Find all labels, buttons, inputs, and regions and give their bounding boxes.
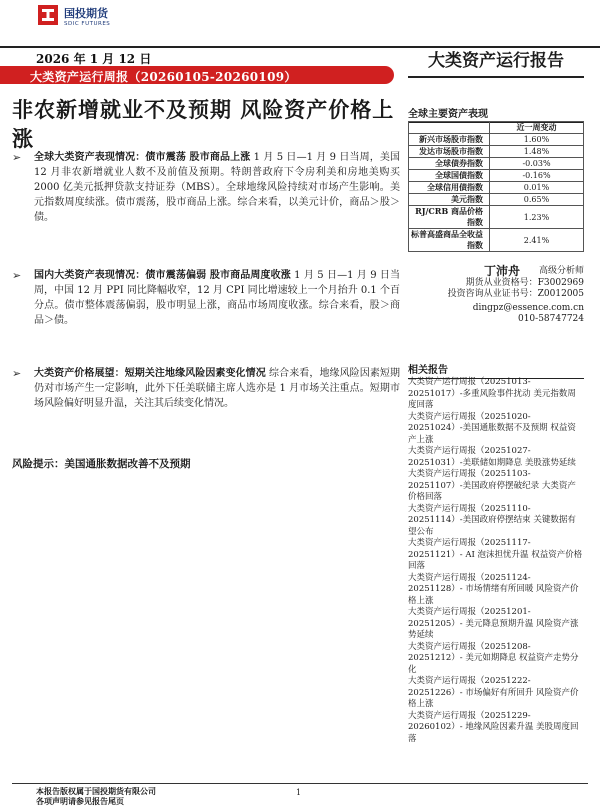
asset-change: 2.41% xyxy=(490,229,584,252)
asset-name: 新兴市场股市指数 xyxy=(409,134,490,146)
logo-cn-text: 国投期货 xyxy=(64,7,108,20)
footer-rule xyxy=(12,783,588,784)
asset-change: 0.01% xyxy=(490,182,584,194)
bullet-arrow-icon: ➢ xyxy=(12,367,22,380)
asset-name: 美元指数 xyxy=(409,194,490,206)
bullet-domestic xyxy=(12,268,400,328)
page-number: 1 xyxy=(296,788,302,797)
analyst-email[interactable]: dingpz@essence.com.cn xyxy=(472,302,584,313)
related-report-item[interactable]: 大类资产运行周报（20251027-20251031）-美联储如期降息 美股涨势延续 xyxy=(408,446,576,468)
table-row xyxy=(409,182,584,194)
related-report-item[interactable]: 大类资产运行周报（20251208-20251212）- 美元如期降息 权益资产走势分化 xyxy=(408,641,579,675)
table-row xyxy=(409,158,584,170)
related-report-item[interactable]: 大类资产运行周报（20251020-20251024）-美国通胀数据不及预期 权益资产上涨 xyxy=(408,411,576,445)
table-row xyxy=(409,229,584,252)
bullet-lead: 国内大类资产表现情况：债市震荡偏弱 股市商品周度收涨 xyxy=(34,270,291,281)
footer-notice xyxy=(36,786,156,806)
table-row xyxy=(409,170,584,182)
report-subtitle: 大类资产运行周报（20260105-20260109） xyxy=(30,70,297,84)
related-report-item[interactable]: 大类资产运行周报（20251229-20260102）- 地缘风险因素升温 美股周度回落 xyxy=(408,710,579,744)
footer-disclaimer: 各项声明请参见报告尾页 xyxy=(36,796,124,806)
bullet-outlook xyxy=(12,366,400,411)
asset-name: 全球债券指数 xyxy=(409,158,490,170)
table-row xyxy=(409,146,584,158)
bullet-arrow-icon: ➢ xyxy=(12,151,22,164)
asset-change: 1.23% xyxy=(490,206,584,229)
related-report-item[interactable]: 大类资产运行周报（20251103-20251107）-美国政府停摆破纪录 大类资产价格回落 xyxy=(408,469,576,502)
related-report-item[interactable]: 大类资产运行周报（20251117-20251121）- AI 泡沫担忧升温 权益资产价格回落 xyxy=(408,538,583,571)
asset-name: 标普高盛商品全收益指数 xyxy=(409,229,490,252)
table-row xyxy=(409,134,584,146)
related-report-item[interactable]: 大类资产运行周报（20251124-20251128）- 市场情绪有所回暖 风险资产价格上涨 xyxy=(408,572,579,606)
report-date: 2026 年 1 月 12 日 xyxy=(36,52,152,66)
table-header-row xyxy=(409,122,584,134)
analyst-phone: 010-58747724 xyxy=(517,314,584,324)
bullet-arrow-icon: ➢ xyxy=(12,269,22,282)
perf-table-title: 全球主要资产表现 xyxy=(408,105,584,123)
asset-name: 发达市场股市指数 xyxy=(409,146,490,158)
asset-change: -0.16% xyxy=(490,170,584,182)
asset-change: 0.65% xyxy=(490,194,584,206)
bullet-text: 1 月 5 日—1 月 9 日当周，中国 12 月 PPI 同比降幅收窄，12 月 CPI 同比增速较上一个月抬升 0.1 个百分点。债市整体震荡偏弱，股市明显上涨，商品市场周度收涨。综合来看，股＞商品＞债。 xyxy=(34,270,401,326)
asset-name: 全球信用债指数 xyxy=(409,182,490,194)
table-row xyxy=(409,206,584,229)
cert2-number: Z0012005 xyxy=(537,289,584,299)
analyst-name: 丁沛舟 xyxy=(484,264,521,278)
footer-copyright: 本报告版权属于国投期货有限公司 xyxy=(36,786,156,796)
asset-change: 1.48% xyxy=(490,146,584,158)
bullet-lead: 大类资产价格展望：短期关注地缘风险因素变化情况 xyxy=(34,368,266,379)
related-reports-title: 相关报告 xyxy=(408,361,584,379)
related-report-item[interactable]: 大类资产运行周报（20251201-20251205）- 美元降息预期升温 风险资产涨势延续 xyxy=(408,607,579,640)
table-cell xyxy=(409,122,490,134)
table-header-cell: 近一周变动 xyxy=(490,122,584,134)
related-report-item[interactable]: 大类资产运行周报（20251222-20251226）- 市场偏好有所回升 风险资产价格上涨 xyxy=(408,676,579,709)
asset-name: 全球国债指数 xyxy=(409,170,490,182)
logo-en-text: SDIC FUTURES xyxy=(64,21,111,27)
perf-table xyxy=(408,121,584,252)
related-report-item[interactable]: 大类资产运行周报（20251110-20251114）-美国政府停摆结束 关键数据有望公布 xyxy=(408,503,576,537)
report-title: 非农新增就业不及预期 风险资产价格上涨 xyxy=(12,97,395,151)
analyst-role: 高级分析师 xyxy=(538,266,584,276)
asset-change: -0.03% xyxy=(490,158,584,170)
related-report-item[interactable]: 大类资产运行周报（20251013-20251017）-多重风险事件扰动 美元指数周度回落 xyxy=(408,377,576,410)
risk-warning: 风险提示：美国通胀数据改善不及预期 xyxy=(12,458,191,470)
analyst-info xyxy=(408,266,584,326)
bullet-text: 综合来看，地缘风险因素短期仍对市场产生一定影响，此外下任美联储主席人选亦是 1 月市场关注重点。短期市场风险偏好明显升温，关注其后续变化情况。 xyxy=(34,368,400,409)
bullet-global xyxy=(12,150,400,225)
cert2-label: 投资咨询从业证书号： xyxy=(447,289,538,299)
cert1-label: 期货从业资格号： xyxy=(465,277,538,288)
asset-change: 1.60% xyxy=(490,134,584,146)
asset-name: RJ/CRB 商品价格指数 xyxy=(409,206,490,229)
bullet-lead: 全球大类资产表现情况：债市震荡 股市商品上涨 xyxy=(34,152,251,163)
report-type: 大类资产运行报告 xyxy=(408,48,584,78)
table-row xyxy=(409,194,584,206)
company-logo xyxy=(38,5,164,27)
bullet-text: 1 月 5 日—1 月 9 日当周，美国 12 月非农新增就业人数不及前值及预期。特朗普政府下令房利美和房地美购买 2000 亿美元抵押贷款支持证券（MBS）。全球地缘风险持续对市场产生影响。美元指数周度续涨。债市震荡，股市商品上涨。综合来看，以美元计价，商品＞股＞债。 xyxy=(34,152,400,223)
cert1-number: F3002969 xyxy=(537,277,584,288)
related-reports-list xyxy=(408,377,584,745)
logo-mark-icon xyxy=(38,5,164,27)
